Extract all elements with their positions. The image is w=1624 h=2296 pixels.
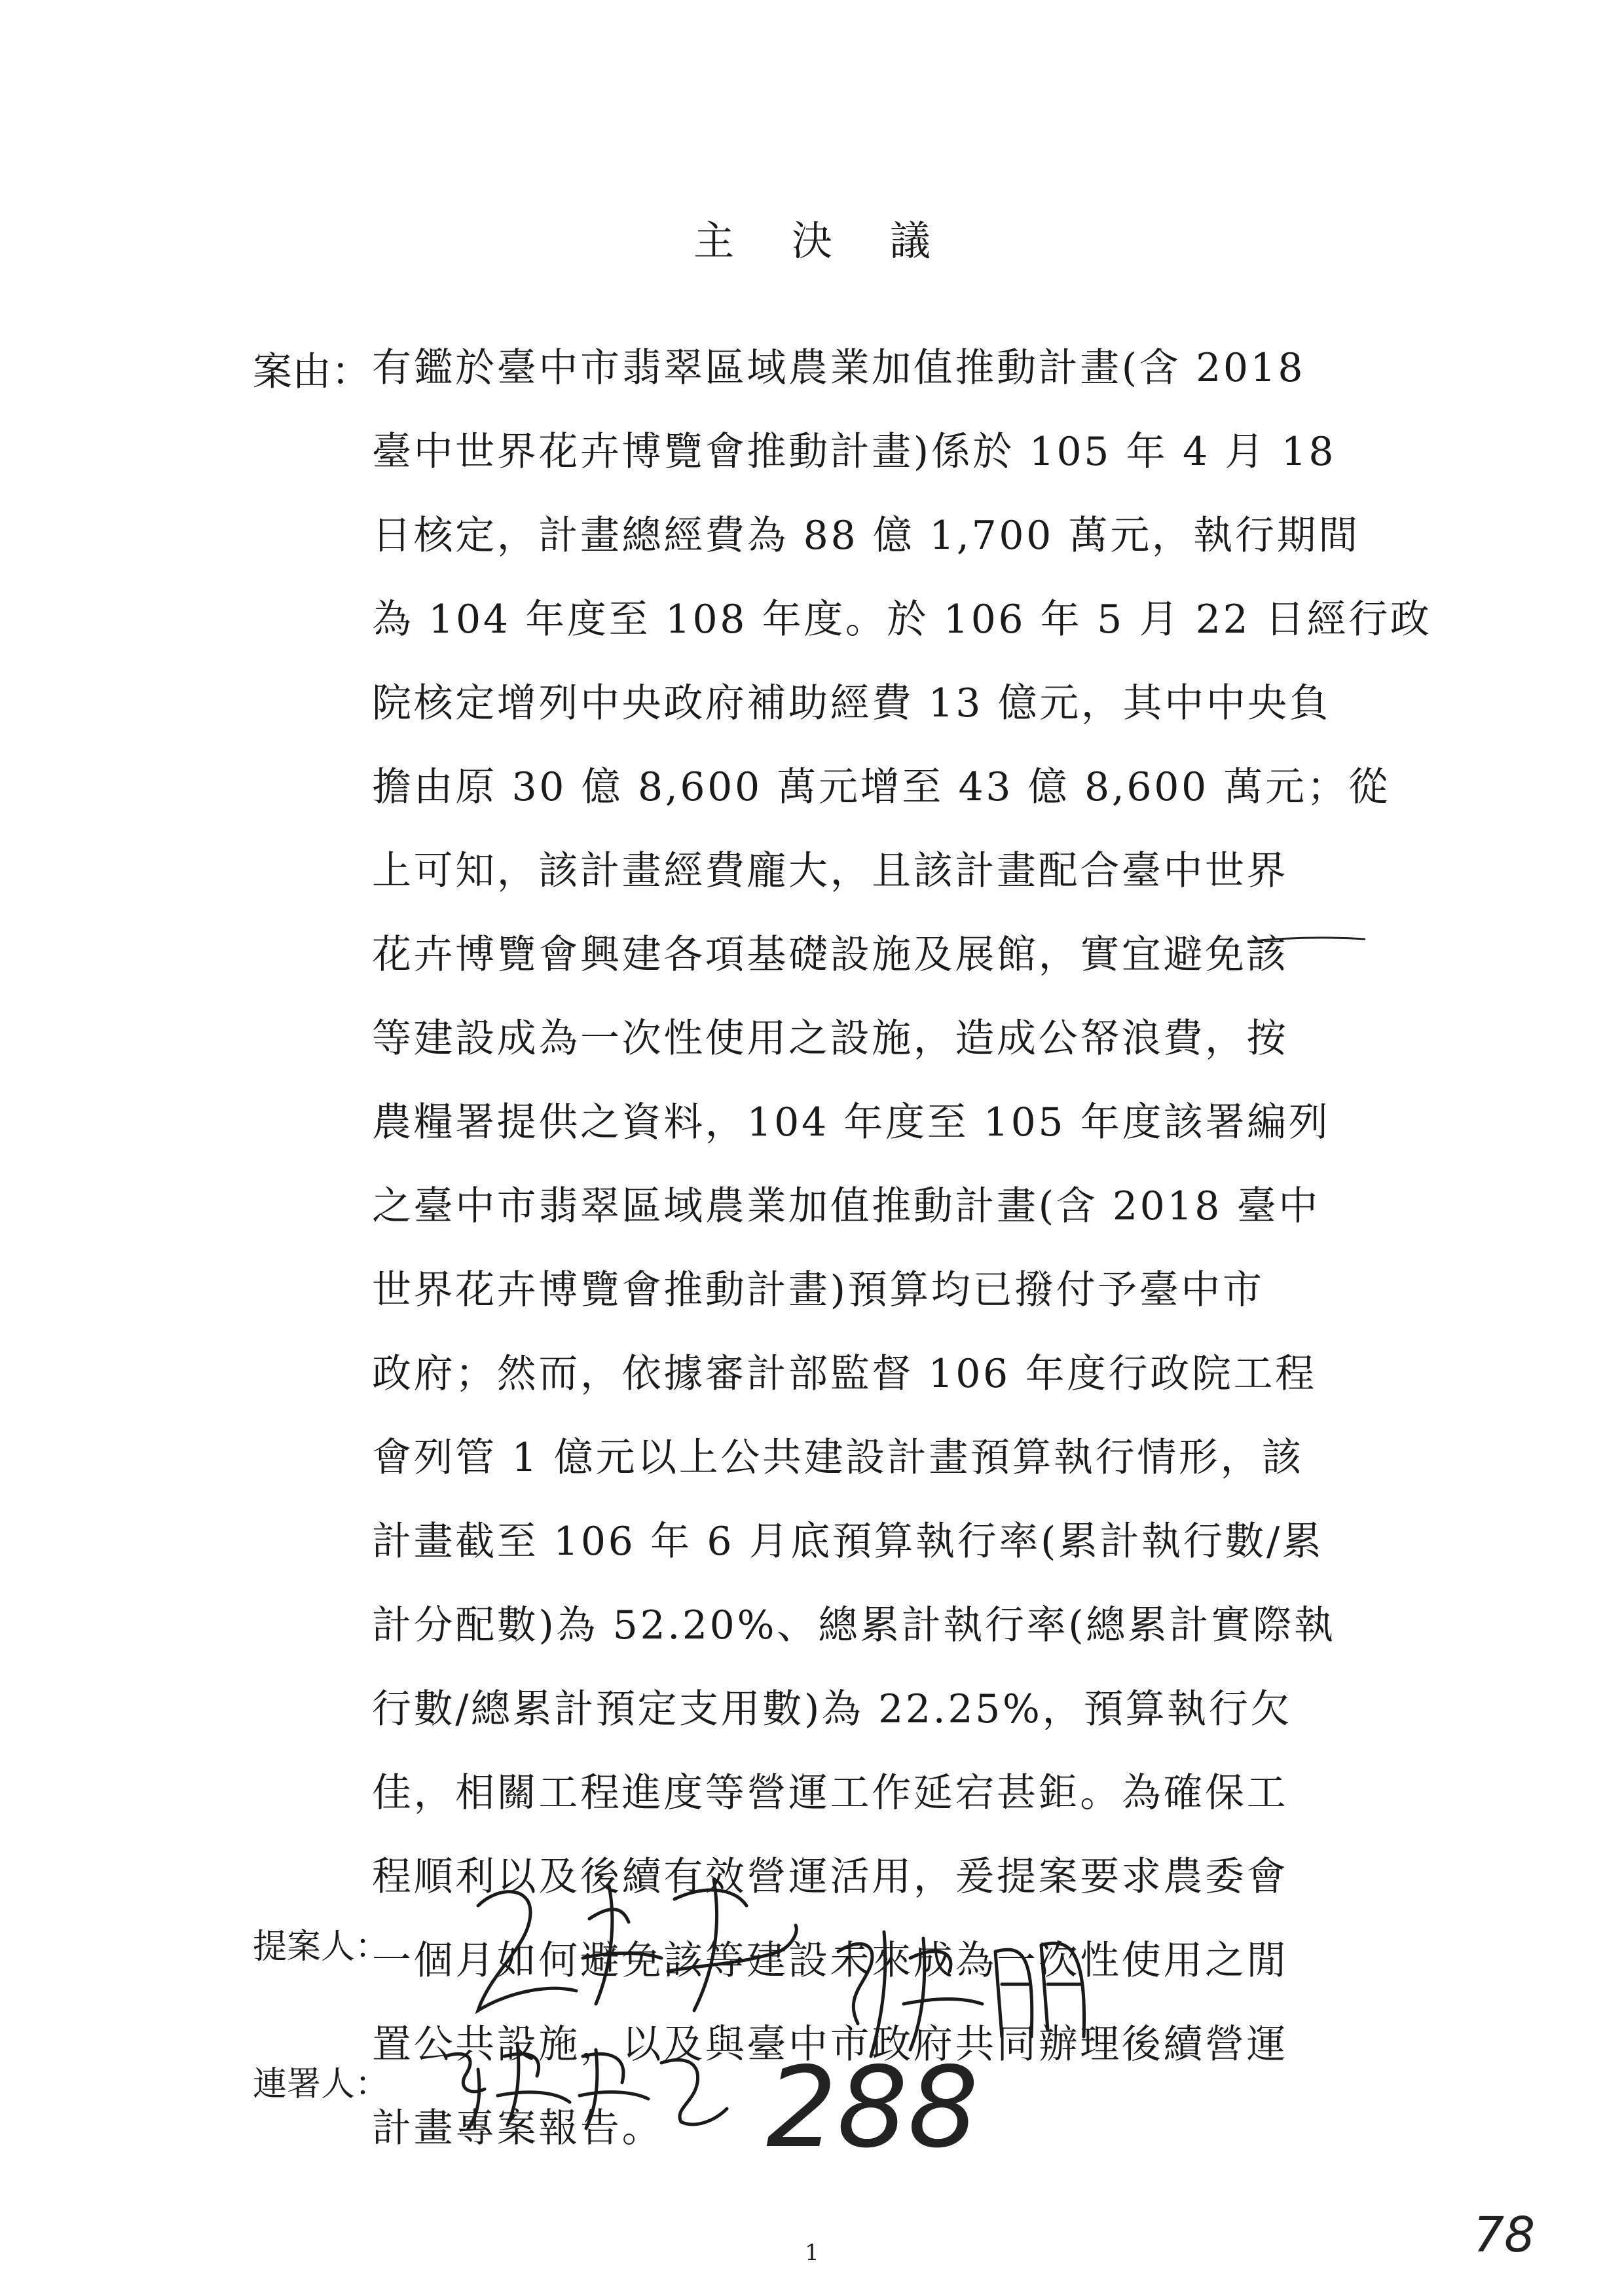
- case-line: 佳，相關工程進度等營運工作延宕甚鉅。為確保工: [372, 1770, 1289, 1816]
- case-line: 置公共設施，以及與臺中市政府共同辦理後續營運: [372, 2022, 1289, 2067]
- cosigner-signature-left: [432, 2030, 733, 2135]
- case-line: 為 104 年度至 108 年度。於 106 年 5 月 22 日經行政: [372, 597, 1432, 642]
- proposer-label: 提案人：: [253, 1927, 390, 1967]
- case-line: 計分配數)為 52.20%、總累計執行率(總累計實際執: [372, 1602, 1336, 1648]
- case-line: 花卉博覽會興建各項基礎設施及展館，實宜避免該: [372, 932, 1289, 978]
- cosigner-label: 連署人：: [253, 2065, 390, 2104]
- handwritten-number: 288: [766, 2043, 979, 2173]
- case-line: 上可知，該計畫經費龐大，且該計畫配合臺中世界: [372, 848, 1289, 894]
- case-line: 程順利以及後續有效營運活用，爰提案要求農委會: [372, 1854, 1289, 1900]
- proposer-signature: [452, 1860, 805, 2030]
- case-line: 之臺中市翡翠區域農業加值推動計畫(含 2018 臺中: [372, 1183, 1320, 1229]
- case-line: 有鑑於臺中市翡翠區域農業加值推動計畫(含 2018: [372, 345, 1306, 391]
- corner-page-mark: 78: [1473, 2207, 1536, 2263]
- case-line: 農糧署提供之資料，104 年度至 105 年度該署編列: [372, 1100, 1331, 1145]
- case-line: 世界花卉博覽會推動計畫)預算均已撥付予臺中市: [372, 1267, 1264, 1313]
- case-line: 一個月如何避免該等建設未來成為一次性使用之閒: [372, 1938, 1289, 1984]
- cosigner-signature-right: [825, 1912, 1113, 2063]
- case-line: 臺中世界花卉博覽會推動計畫)係於 105 年 4 月 18: [372, 429, 1337, 475]
- page-title: 主 決 議: [693, 217, 953, 265]
- case-line: 計畫截至 106 年 6 月底預算執行率(累計執行數/累: [372, 1519, 1324, 1565]
- case-line: 日核定，計畫總經費為 88 億 1,700 萬元，執行期間: [372, 513, 1360, 559]
- case-line: 計畫專案報告。: [372, 2105, 664, 2151]
- case-label: 案由：: [253, 349, 371, 395]
- case-line: 會列管 1 億元以上公共建設計畫預算執行情形，該: [372, 1435, 1304, 1481]
- case-line: 等建設成為一次性使用之設施，造成公帑浪費，按: [372, 1016, 1289, 1062]
- case-line: 院核定增列中央政府補助經費 13 億元，其中中央負: [372, 680, 1331, 726]
- case-line: 行數/總累計預定支用數)為 22.25%，預算執行欠: [372, 1686, 1293, 1732]
- case-line: 政府；然而，依據審計部監督 106 年度行政院工程: [372, 1351, 1317, 1397]
- case-line: 擔由原 30 億 8,600 萬元增至 43 億 8,600 萬元；從: [372, 764, 1390, 810]
- page-number: 1: [805, 2240, 819, 2266]
- handwritten-underline-mark: [1244, 923, 1369, 950]
